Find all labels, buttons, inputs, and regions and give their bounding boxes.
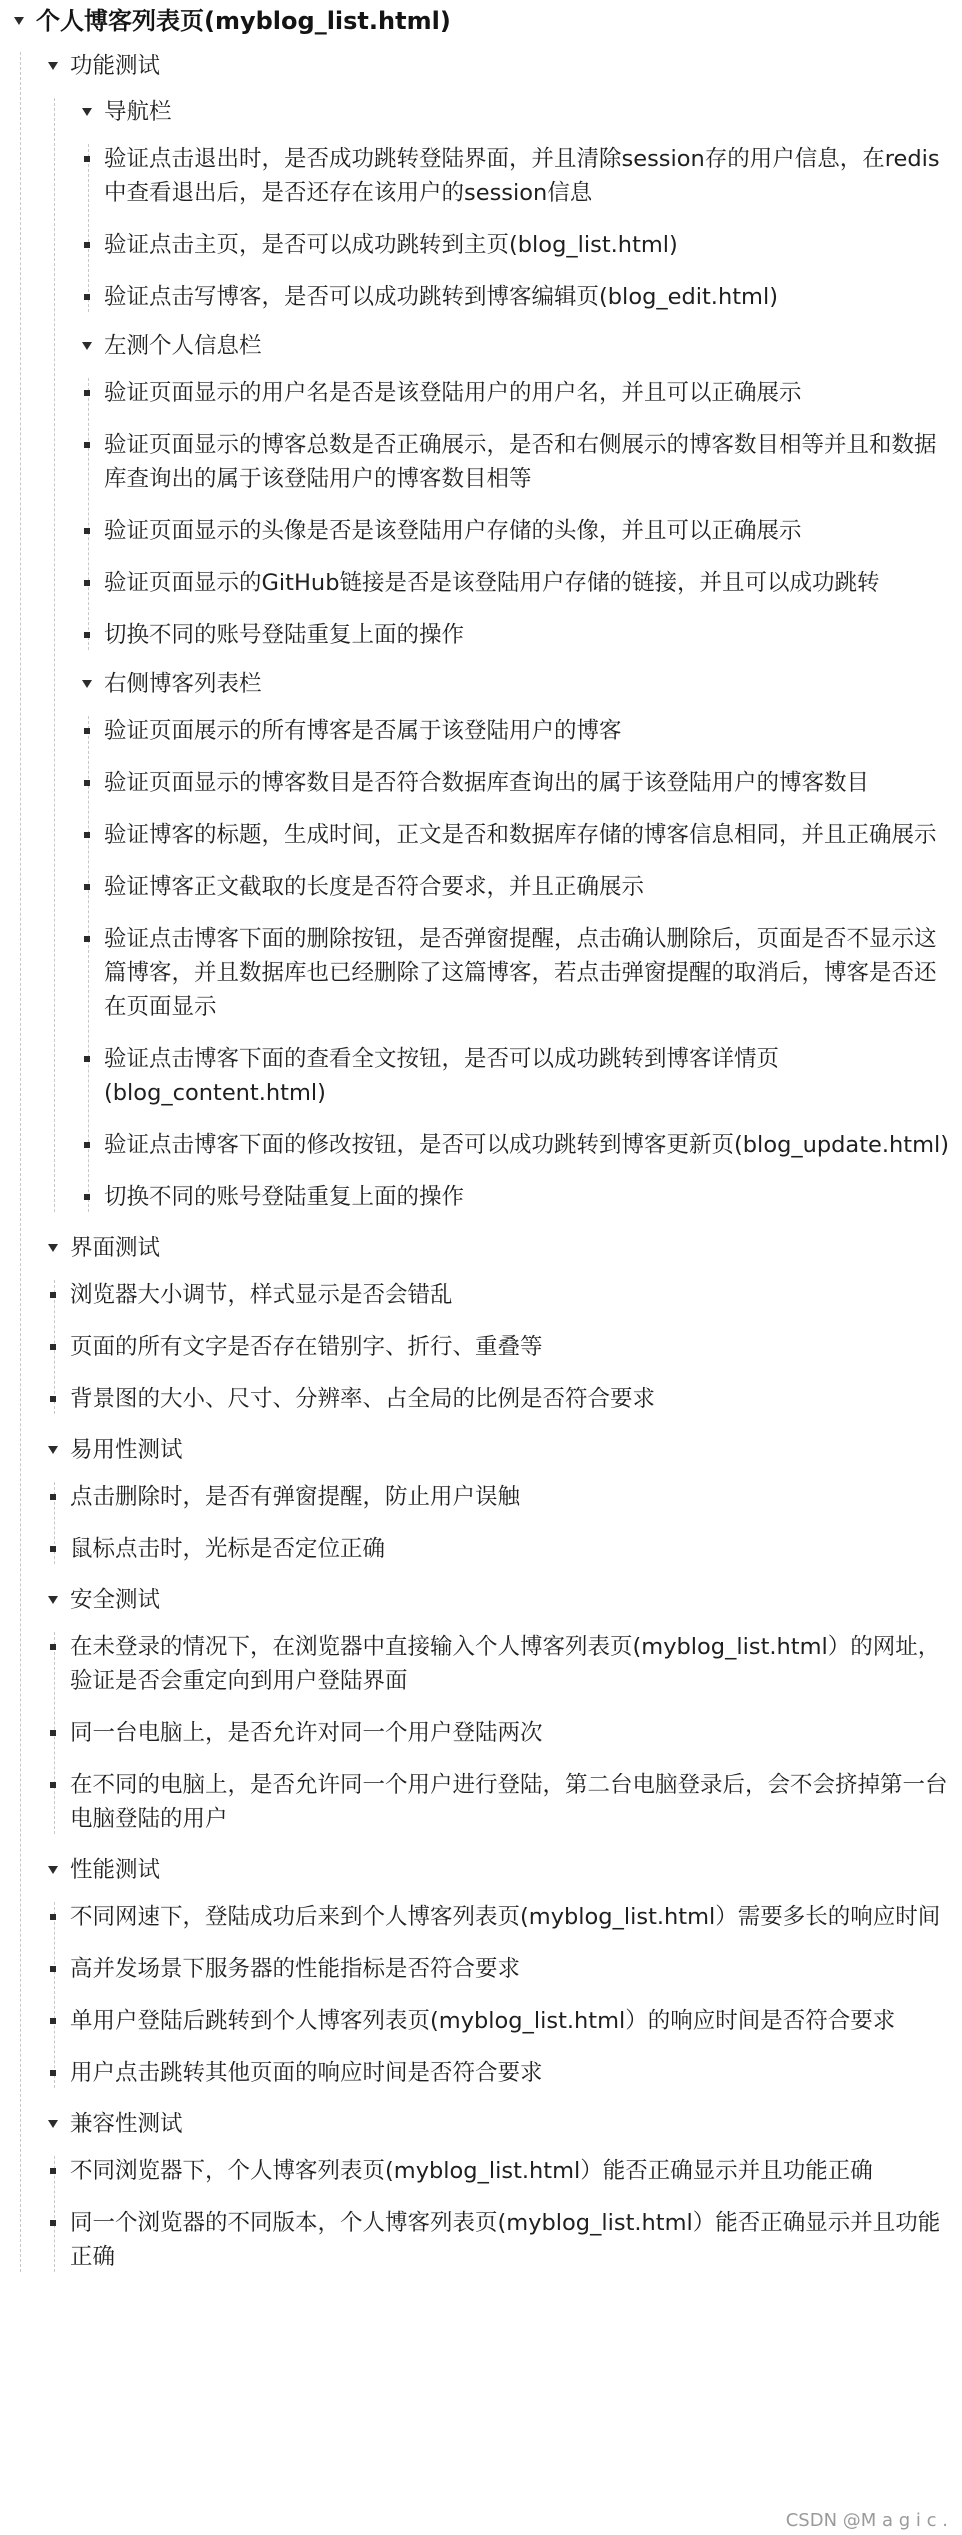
list-item-text: 验证博客正文截取的长度是否符合要求，并且正确展示 [104, 874, 645, 900]
bullet-square-icon [84, 832, 90, 838]
subsection-node [82, 668, 954, 1214]
bullet-square-icon [50, 2168, 56, 2174]
list-item-text: 浏览器大小调节，样式显示是否会错乱 [70, 1282, 453, 1308]
bullet-square-icon [84, 1194, 90, 1200]
list-item-text: 页面的所有文字是否存在错别字、折行、重叠等 [70, 1334, 543, 1360]
list-item [82, 142, 954, 210]
section-node-label: 功能测试 [70, 53, 161, 79]
list-item-row [48, 1630, 954, 1698]
bullet-square-icon [84, 780, 90, 786]
bullet-square-icon [84, 1056, 90, 1062]
collapse-triangle-icon[interactable] [82, 342, 92, 350]
list-item [82, 280, 954, 314]
list-item-row [48, 1278, 954, 1312]
bullet-square-icon [84, 528, 90, 534]
mind-map-outline [14, 4, 954, 2274]
list-item-text: 高并发场景下服务器的性能指标是否符合要求 [70, 1956, 521, 1982]
bullet-square-icon [84, 294, 90, 300]
bullet-square-icon [50, 2070, 56, 2076]
section-node-children [48, 96, 954, 1214]
collapse-triangle-icon[interactable] [14, 17, 24, 25]
subsection-node [82, 96, 954, 314]
list-item [82, 870, 954, 904]
list-item-row [48, 1480, 954, 1514]
bullet-square-icon [50, 1494, 56, 1500]
section-node-header[interactable] [48, 1434, 954, 1466]
list-item-row [82, 714, 954, 748]
list-item [48, 1532, 954, 1566]
list-item-text: 点击删除时，是否有弹窗提醒，防止用户误触 [70, 1484, 521, 1510]
collapse-triangle-icon[interactable] [48, 1866, 58, 1874]
outline-root [14, 4, 954, 2274]
list-item-text: 验证页面显示的博客总数是否正确展示，是否和右侧展示的博客数目相等并且和数据库查询出的属于该登陆用户的博客数目相等 [104, 432, 937, 492]
list-item-row [82, 1180, 954, 1214]
section-node-label: 界面测试 [70, 1235, 161, 1261]
list-item-row [82, 1042, 954, 1110]
section-node-label: 易用性测试 [70, 1437, 183, 1463]
bullet-square-icon [50, 1292, 56, 1298]
list-item-text: 同一个浏览器的不同版本，个人博客列表页(myblog_list.html）能否正确显示并且功能正确 [70, 2210, 941, 2270]
section-node-children [48, 1900, 954, 2090]
list-item-text: 用户点击跳转其他页面的响应时间是否符合要求 [70, 2060, 543, 2086]
list-item [82, 922, 954, 1024]
list-item-text: 验证博客的标题，生成时间，正文是否和数据库存储的博客信息相同，并且正确展示 [104, 822, 937, 848]
bullet-square-icon [84, 580, 90, 586]
list-item-row [82, 922, 954, 1024]
list-item-text: 不同浏览器下，个人博客列表页(myblog_list.html）能否正确显示并且功能正确 [70, 2158, 873, 2184]
section-node-header[interactable] [48, 1232, 954, 1264]
subsection-node-header[interactable] [82, 330, 954, 362]
list-item-row [48, 2154, 954, 2188]
root-children [14, 50, 954, 2274]
list-item-text: 验证点击博客下面的修改按钮，是否可以成功跳转到博客更新页(blog_update.html) [104, 1132, 950, 1158]
list-item-row [48, 1716, 954, 1750]
bullet-square-icon [84, 442, 90, 448]
list-item-row [82, 142, 954, 210]
list-item-row [82, 1128, 954, 1162]
bullet-square-icon [84, 936, 90, 942]
list-item-row [82, 428, 954, 496]
list-item [82, 818, 954, 852]
list-item-row [48, 1382, 954, 1416]
list-item [48, 1480, 954, 1514]
section-node [48, 2108, 954, 2274]
list-item [82, 714, 954, 748]
bullet-square-icon [84, 1142, 90, 1148]
list-item-row [48, 2056, 954, 2090]
subsection-node [82, 330, 954, 652]
list-item-row [48, 1952, 954, 1986]
subsection-node-header[interactable] [82, 96, 954, 128]
collapse-triangle-icon[interactable] [82, 680, 92, 688]
list-item-row [82, 766, 954, 800]
bullet-square-icon [50, 1966, 56, 1972]
list-item-row [82, 376, 954, 410]
list-item [48, 2206, 954, 2274]
list-item-text: 验证页面显示的博客数目是否符合数据库查询出的属于该登陆用户的博客数目 [104, 770, 870, 796]
list-item [82, 1042, 954, 1110]
section-node [48, 1232, 954, 1416]
bullet-square-icon [50, 1782, 56, 1788]
section-node-children [48, 2154, 954, 2274]
section-node-label: 性能测试 [70, 1857, 161, 1883]
list-item-row [82, 870, 954, 904]
bullet-square-icon [84, 242, 90, 248]
list-item [48, 1952, 954, 1986]
section-node-label: 安全测试 [70, 1587, 161, 1613]
section-node-children [48, 1278, 954, 1416]
list-item-row [48, 1900, 954, 1934]
section-node-label: 兼容性测试 [70, 2111, 183, 2137]
list-item [82, 766, 954, 800]
subsection-node-label: 右侧博客列表栏 [104, 671, 262, 697]
section-node-header[interactable] [48, 1584, 954, 1616]
section-node-header[interactable] [48, 1854, 954, 1886]
list-item-row [82, 280, 954, 314]
list-item [48, 1382, 954, 1416]
section-node-children [48, 1630, 954, 1836]
section-node-header[interactable] [48, 2108, 954, 2140]
subsection-node-label: 导航栏 [104, 99, 172, 125]
list-item [82, 1180, 954, 1214]
bullet-square-icon [50, 1546, 56, 1552]
list-item [82, 514, 954, 548]
list-item-row [82, 618, 954, 652]
list-item-text: 在不同的电脑上，是否允许同一个用户进行登陆，第二台电脑登录后，会不会挤掉第一台电脑登陆的用户 [70, 1772, 948, 1832]
subsection-node-children [82, 142, 954, 314]
list-item-row [82, 514, 954, 548]
list-item-text: 验证点击博客下面的查看全文按钮，是否可以成功跳转到博客详情页(blog_content.html) [104, 1046, 780, 1106]
bullet-square-icon [84, 632, 90, 638]
subsection-node-children [82, 714, 954, 1214]
bullet-square-icon [84, 156, 90, 162]
collapse-triangle-icon[interactable] [48, 1244, 58, 1252]
page-title: 个人博客列表页(myblog_list.html) [36, 7, 451, 35]
list-item-row [48, 1532, 954, 1566]
list-item-text: 验证点击主页，是否可以成功跳转到主页(blog_list.html) [104, 232, 678, 258]
section-node-header[interactable] [48, 50, 954, 82]
list-item-text: 验证点击写博客，是否可以成功跳转到博客编辑页(blog_edit.html) [104, 284, 778, 310]
list-item-row [82, 566, 954, 600]
bullet-square-icon [84, 390, 90, 396]
list-item-text: 在未登录的情况下，在浏览器中直接输入个人博客列表页(myblog_list.html）的网址，验证是否会重定向到用户登陆界面 [70, 1634, 941, 1694]
collapse-triangle-icon[interactable] [48, 2120, 58, 2128]
list-item [82, 428, 954, 496]
list-item-row [48, 2206, 954, 2274]
bullet-square-icon [50, 2018, 56, 2024]
list-item [48, 1768, 954, 1836]
list-item-text: 切换不同的账号登陆重复上面的操作 [104, 622, 465, 648]
list-item-text: 背景图的大小、尺寸、分辨率、占全局的比例是否符合要求 [70, 1386, 656, 1412]
csdn-watermark: CSDN @M a g i c . [785, 2510, 948, 2531]
list-item-text: 验证页面显示的用户名是否是该登陆用户的用户名，并且可以正确展示 [104, 380, 802, 406]
list-item-text: 同一台电脑上，是否允许对同一个用户登陆两次 [70, 1720, 543, 1746]
bullet-square-icon [50, 2220, 56, 2226]
list-item-text: 验证点击博客下面的删除按钮，是否弹窗提醒，点击确认删除后，页面是否不显示这篇博客，并且数据库也已经删除了这篇博客，若点击弹窗提醒的取消后，博客是否还在页面显示 [104, 926, 937, 1020]
bullet-square-icon [50, 1644, 56, 1650]
list-item [82, 228, 954, 262]
list-item [82, 376, 954, 410]
bullet-square-icon [84, 884, 90, 890]
list-item [82, 1128, 954, 1162]
list-item-text: 验证页面显示的头像是否是该登陆用户存储的头像，并且可以正确展示 [104, 518, 802, 544]
list-item-row [82, 228, 954, 262]
root-row[interactable] [14, 4, 954, 38]
list-item [48, 2004, 954, 2038]
subsection-node-children [82, 376, 954, 652]
section-node [48, 1854, 954, 2090]
list-item-text: 单用户登陆后跳转到个人博客列表页(myblog_list.html）的响应时间是否符合要求 [70, 2008, 896, 2034]
list-item [48, 1900, 954, 1934]
subsection-node-header[interactable] [82, 668, 954, 700]
list-item-text: 验证点击退出时，是否成功跳转登陆界面，并且清除session存的用户信息，在redis中查看退出后，是否还存在该用户的session信息 [104, 146, 940, 206]
list-item-text: 验证页面展示的所有博客是否属于该登陆用户的博客 [104, 718, 622, 744]
bullet-square-icon [50, 1344, 56, 1350]
collapse-triangle-icon[interactable] [48, 1446, 58, 1454]
list-item [48, 2056, 954, 2090]
section-node [48, 1434, 954, 1566]
list-item [82, 618, 954, 652]
bullet-square-icon [50, 1914, 56, 1920]
list-item-row [48, 2004, 954, 2038]
list-item-text: 鼠标点击时，光标是否定位正确 [70, 1536, 386, 1562]
list-item-row [48, 1768, 954, 1836]
list-item-row [82, 818, 954, 852]
list-item [48, 1330, 954, 1364]
list-item [48, 1630, 954, 1698]
section-node [48, 50, 954, 1214]
list-item-row [48, 1330, 954, 1364]
bullet-square-icon [50, 1730, 56, 1736]
collapse-triangle-icon[interactable] [48, 1596, 58, 1604]
subsection-node-label: 左测个人信息栏 [104, 333, 262, 359]
list-item-text: 切换不同的账号登陆重复上面的操作 [104, 1184, 465, 1210]
list-item [82, 566, 954, 600]
list-item [48, 2154, 954, 2188]
collapse-triangle-icon[interactable] [48, 62, 58, 70]
list-item [48, 1278, 954, 1312]
list-item-text: 不同网速下，登陆成功后来到个人博客列表页(myblog_list.html）需要多长的响应时间 [70, 1904, 941, 1930]
bullet-square-icon [84, 728, 90, 734]
section-node [48, 1584, 954, 1836]
bullet-square-icon [50, 1396, 56, 1402]
list-item-text: 验证页面显示的GitHub链接是否是该登陆用户存储的链接，并且可以成功跳转 [104, 570, 880, 596]
collapse-triangle-icon[interactable] [82, 108, 92, 116]
section-node-children [48, 1480, 954, 1566]
list-item [48, 1716, 954, 1750]
